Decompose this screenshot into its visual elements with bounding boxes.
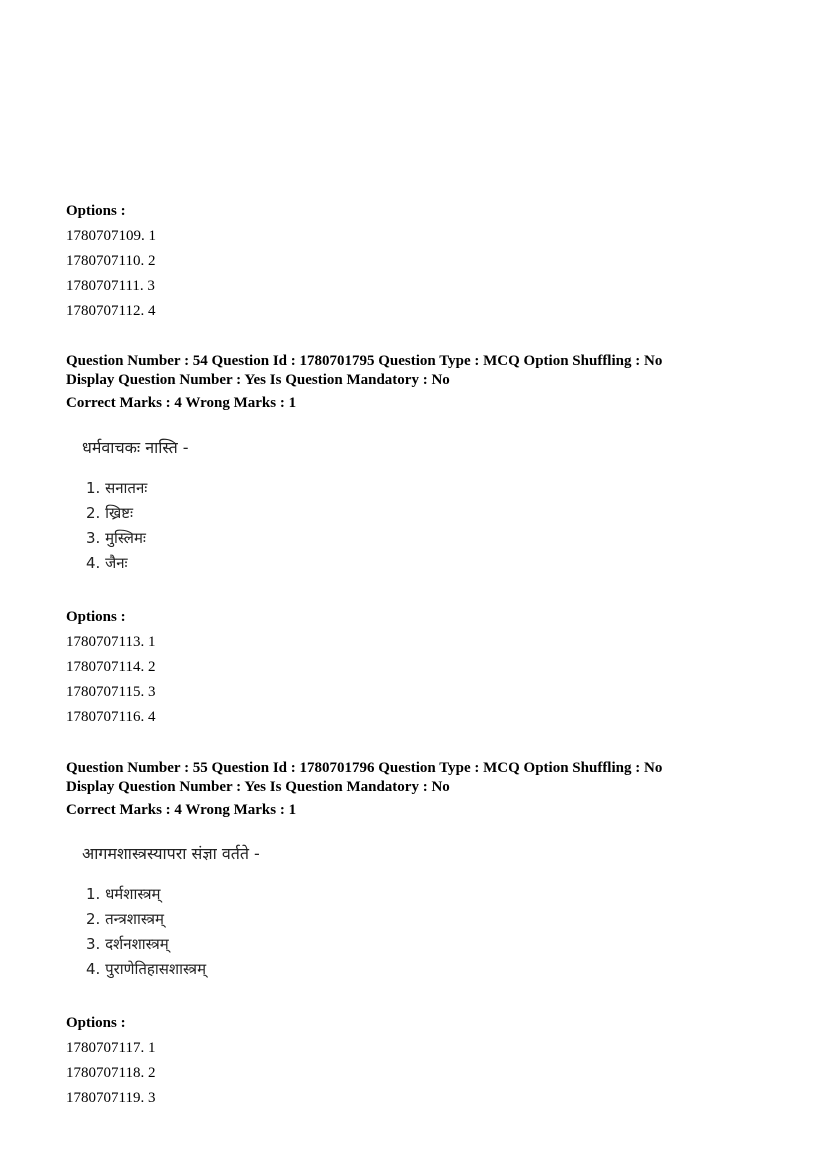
option-item: 1780707114. 2 xyxy=(66,659,156,675)
question-header-line1: Question Number : 55 Question Id : 1780701796 Question Type : MCQ Option Shuffling : No xyxy=(66,760,663,776)
question-54-stem: धर्मवाचकः नास्ति - xyxy=(82,438,189,457)
option-item: 1780707109. 1 xyxy=(66,228,156,244)
options-section-prev xyxy=(66,199,156,324)
question-55-stem: आगमशास्त्रस्यापरा संज्ञा वर्तते - xyxy=(82,844,260,863)
choice-item: 1. धर्मशास्त्रम् xyxy=(86,885,161,903)
options-label: Options : xyxy=(66,1015,126,1031)
question-54-options xyxy=(66,605,155,730)
question-marks: Correct Marks : 4 Wrong Marks : 1 xyxy=(66,395,297,411)
question-header-line2: Display Question Number : Yes Is Question Mandatory : No xyxy=(66,372,450,388)
choice-item: 2. ख्रिष्टः xyxy=(86,504,134,522)
question-header-line1: Question Number : 54 Question Id : 1780701795 Question Type : MCQ Option Shuffling : No xyxy=(66,353,663,369)
option-item: 1780707119. 3 xyxy=(66,1090,156,1106)
choice-item: 4. पुराणेतिहासशास्त्रम् xyxy=(86,960,207,978)
options-label: Options : xyxy=(66,203,126,219)
option-item: 1780707117. 1 xyxy=(66,1040,156,1056)
option-item: 1780707115. 3 xyxy=(66,684,156,700)
choice-item: 4. जैनः xyxy=(86,554,128,572)
choice-item: 3. मुस्लिमः xyxy=(86,529,146,547)
question-55-options xyxy=(66,1011,155,1111)
question-54-header xyxy=(66,352,662,413)
option-item: 1780707116. 4 xyxy=(66,709,156,725)
question-54-choices xyxy=(86,476,147,576)
option-item: 1780707113. 1 xyxy=(66,634,156,650)
options-label: Options : xyxy=(66,609,126,625)
choice-item: 3. दर्शनशास्त्रम् xyxy=(86,935,169,953)
question-55-header xyxy=(66,759,662,820)
question-marks: Correct Marks : 4 Wrong Marks : 1 xyxy=(66,802,297,818)
option-item: 1780707111. 3 xyxy=(66,278,155,294)
option-item: 1780707118. 2 xyxy=(66,1065,156,1081)
question-55-choices xyxy=(86,882,206,982)
choice-item: 1. सनातनः xyxy=(86,479,148,497)
question-header-line2: Display Question Number : Yes Is Question Mandatory : No xyxy=(66,779,450,795)
option-item: 1780707112. 4 xyxy=(66,303,156,319)
option-item: 1780707110. 2 xyxy=(66,253,156,269)
choice-item: 2. तन्त्रशास्त्रम् xyxy=(86,910,164,928)
